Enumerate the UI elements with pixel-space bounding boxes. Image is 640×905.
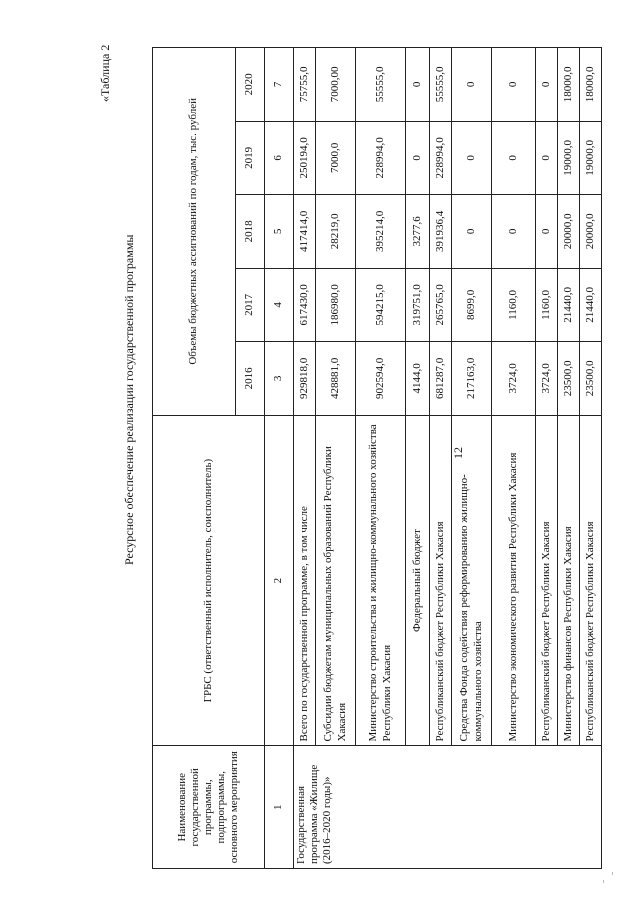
- value-cell: 4144,0: [406, 342, 430, 416]
- column-number: 3: [265, 342, 294, 416]
- column-number: 6: [265, 121, 294, 195]
- value-cell: 20000,0: [558, 195, 580, 269]
- value-cell: 0: [452, 121, 492, 195]
- value-cell: 55555,0: [356, 48, 406, 122]
- table-row: [356, 48, 406, 869]
- column-number: 1: [265, 746, 294, 869]
- value-cell: 417414,0: [294, 195, 316, 269]
- grbs-cell: Республиканский бюджет Республики Хакасия: [580, 415, 602, 746]
- program-name-cell: Государственная программа «Жилище (2016–2020 годы)»: [294, 746, 602, 869]
- value-cell: 75755,0: [294, 48, 316, 122]
- table-title: Ресурсное обеспечение реализации государственной программы: [122, 234, 136, 565]
- column-number: 5: [265, 195, 294, 269]
- grbs-cell: Средства Фонда содействия реформированию жилищно-коммунального хозяйства: [452, 415, 492, 746]
- value-cell: 228994,0: [430, 121, 452, 195]
- value-cell: 20000,0: [580, 195, 602, 269]
- value-cell: 0: [492, 121, 536, 195]
- value-cell: 0: [492, 195, 536, 269]
- value-cell: 18000,0: [558, 48, 580, 122]
- table-row: [452, 48, 492, 869]
- header-row: [153, 48, 236, 869]
- value-cell: 0: [492, 48, 536, 122]
- value-cell: 228994,0: [356, 121, 406, 195]
- table-row: [558, 48, 580, 869]
- column-number-row: [265, 48, 294, 869]
- value-cell: 55555,0: [430, 48, 452, 122]
- value-cell: 391936,4: [430, 195, 452, 269]
- value-cell: 0: [536, 195, 558, 269]
- scan-artifact: [612, 872, 613, 875]
- table-row: [536, 48, 558, 869]
- scan-artifact: [603, 880, 604, 883]
- header-year: 2020: [236, 48, 265, 122]
- value-cell: 319751,0: [406, 268, 430, 342]
- value-cell: 0: [406, 121, 430, 195]
- grbs-cell: Министерство экономического развития Республики Хакасия: [492, 415, 536, 746]
- value-cell: 3277,6: [406, 195, 430, 269]
- header-year: 2018: [236, 195, 265, 269]
- header-program-name: Наименование государственной программы, подпрограммы, основного мероприятия: [153, 746, 265, 869]
- value-cell: 23500,0: [558, 342, 580, 416]
- value-cell: 395214,0: [356, 195, 406, 269]
- value-cell: 3724,0: [492, 342, 536, 416]
- value-cell: 3724,0: [536, 342, 558, 416]
- value-cell: 428881,0: [316, 342, 356, 416]
- column-number: 4: [265, 268, 294, 342]
- value-cell: 0: [452, 48, 492, 122]
- table-row: [406, 48, 430, 869]
- value-cell: 28219,0: [316, 195, 356, 269]
- value-cell: 265765,0: [430, 268, 452, 342]
- value-cell: 250194,0: [294, 121, 316, 195]
- value-cell: 0: [406, 48, 430, 122]
- grbs-cell: Федеральный бюджет: [406, 415, 430, 746]
- header-year: 2017: [236, 268, 265, 342]
- column-number: 7: [265, 48, 294, 122]
- table-row: [430, 48, 452, 869]
- table-row: [316, 48, 356, 869]
- grbs-cell: Субсидии бюджетам муниципальных образований Республики Хакасия: [316, 415, 356, 746]
- header-volumes: Объемы бюджетных ассигнований по годам, тыс. рублей: [153, 48, 236, 416]
- value-cell: 1160,0: [492, 268, 536, 342]
- value-cell: 7000,0: [316, 121, 356, 195]
- header-grbs: ГРБС (ответственный исполнитель, соисполнитель): [153, 415, 265, 746]
- grbs-cell: Всего по государственной программе, в том числе: [294, 415, 316, 746]
- value-cell: 19000,0: [580, 121, 602, 195]
- grbs-cell: Министерство строительства и жилищно-коммунального хозяйства Республики Хакасия: [356, 415, 406, 746]
- resource-table: [152, 47, 602, 869]
- page-number: 12: [451, 447, 465, 459]
- value-cell: 18000,0: [580, 48, 602, 122]
- value-cell: 8699,0: [452, 268, 492, 342]
- value-cell: 1160,0: [536, 268, 558, 342]
- value-cell: 186980,0: [316, 268, 356, 342]
- value-cell: 617430,0: [294, 268, 316, 342]
- value-cell: 7000,00: [316, 48, 356, 122]
- value-cell: 0: [536, 121, 558, 195]
- value-cell: 217163,0: [452, 342, 492, 416]
- value-cell: 21440,0: [558, 268, 580, 342]
- value-cell: 23500,0: [580, 342, 602, 416]
- header-year: 2019: [236, 121, 265, 195]
- value-cell: 21440,0: [580, 268, 602, 342]
- column-number: 2: [265, 415, 294, 746]
- value-cell: 19000,0: [558, 121, 580, 195]
- table-label: «Таблица 2: [98, 44, 112, 102]
- grbs-cell: Республиканский бюджет Республики Хакасия: [430, 415, 452, 746]
- grbs-cell: Республиканский бюджет Республики Хакасия: [536, 415, 558, 746]
- grbs-cell: Министерство финансов Республики Хакасия: [558, 415, 580, 746]
- value-cell: 0: [536, 48, 558, 122]
- table-row: [294, 48, 316, 869]
- value-cell: 902594,0: [356, 342, 406, 416]
- header-year: 2016: [236, 342, 265, 416]
- value-cell: 929818,0: [294, 342, 316, 416]
- value-cell: 681287,0: [430, 342, 452, 416]
- value-cell: 594215,0: [356, 268, 406, 342]
- table-row: [492, 48, 536, 869]
- table-row: [580, 48, 602, 869]
- value-cell: 0: [452, 195, 492, 269]
